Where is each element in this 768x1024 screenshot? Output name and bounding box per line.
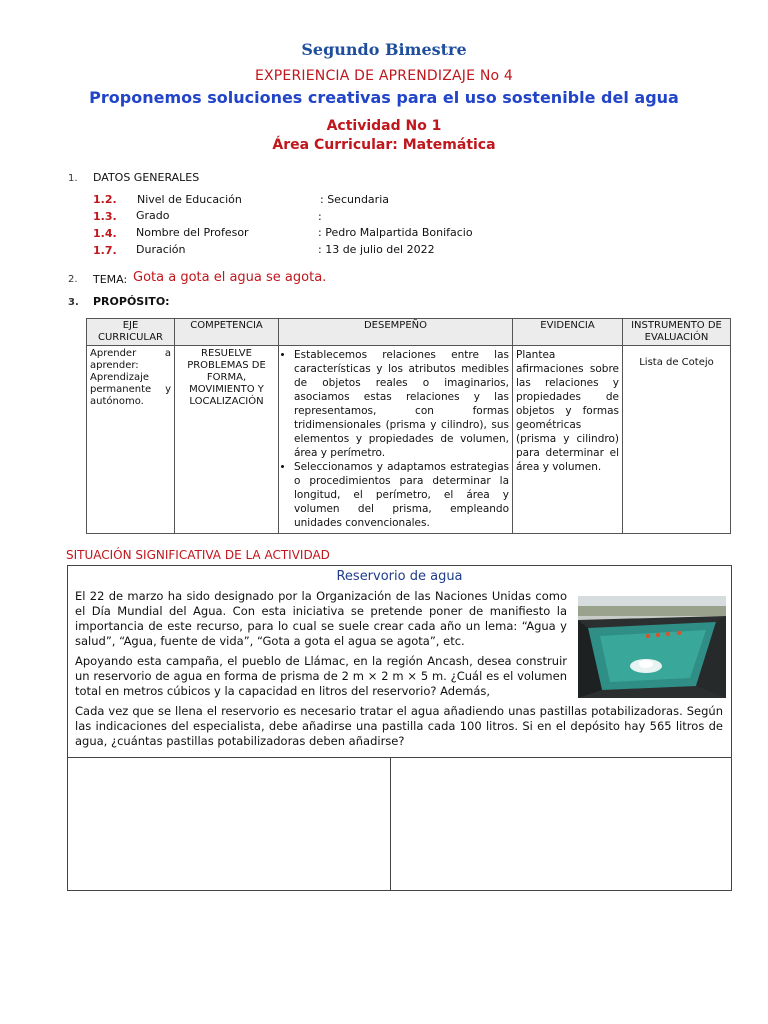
desempeno-item: • Establecemos relaciones entre las características y los atributos medibles de objetos reales o imaginarios, asociamos estas relaciones y las representamos, con formas tridimensionales (prisma y cilindro), sus elementos y propiedades de volumen, área y perímetro.: [294, 348, 509, 460]
section-number: 3.: [68, 297, 79, 308]
header-eje: EJE CURRICULAR: [87, 319, 175, 346]
datos-row-value: : Secundaria: [320, 193, 389, 206]
section-number: 2.: [68, 274, 78, 285]
datos-row-value: : Pedro Malpartida Bonifacio: [318, 226, 473, 239]
desempeno-item: • Seleccionamos y adaptamos estrategias o procedimientos para determinar la longitud, el perímetro, el área y volumen del prisma, empleando unidades convencionales.: [294, 460, 509, 530]
datos-row-num: 1.4.: [93, 227, 117, 240]
reservoir-photo: [578, 596, 726, 698]
datos-row-num: 1.7.: [93, 244, 117, 257]
table-row: [87, 346, 731, 534]
area-curricular-title: Área Curricular: Matemática: [272, 137, 496, 153]
cell-competencia: RESUELVE PROBLEMAS DE FORMA, MOVIMIENTO Y LOCALIZACIÓN: [175, 346, 279, 534]
table-header-row: [87, 319, 731, 346]
header-desempeno: DESEMPEÑO: [279, 319, 513, 346]
tema-value: Gota a gota el agua se agota.: [133, 270, 327, 285]
proposito-heading: PROPÓSITO:: [93, 295, 170, 308]
header-competencia: COMPETENCIA: [175, 319, 279, 346]
datos-row-value: :: [318, 210, 322, 223]
situacion-paragraph: Cada vez que se llena el reservorio es necesario tratar el agua añadiendo unas pastillas potabilizadoras. Según las indicaciones del especialista, debe añadirse una pastilla cada 100 litros. Si en el depósito hay 565 litros de agua, ¿cuántas pastillas potabilizadoras deben añadirse?: [75, 704, 723, 748]
answer-area-divider: [390, 757, 391, 890]
tema-label: TEMA:: [93, 273, 128, 286]
datos-row-num: 1.2.: [93, 193, 117, 206]
cell-evidencia: Plantea afirmaciones sobre las relaciones y propiedades de objetos y formas geométricas (prisma y cilindro) para determinar el área y volumen.: [513, 346, 623, 534]
datos-row-value: : 13 de julio del 2022: [318, 243, 435, 256]
cell-eje: Aprender a aprender: Aprendizaje permanente y autónomo.: [87, 346, 175, 534]
answer-area-divider: [68, 757, 731, 758]
experiencia-title: EXPERIENCIA DE APRENDIZAJE No 4: [254, 68, 514, 84]
section-number: 1.: [68, 173, 78, 184]
situacion-paragraph: El 22 de marzo ha sido designado por la Organización de las Naciones Unidas como el Día Mundial del Agua. Con esta iniciativa se pretende poner de manifiesto la importancia de este recurso, para lo cual se suele crear cada año un lema: “Agua y salud”, “Agua, fuente de vida”, “Gota a gota el agua se agota”, etc.: [75, 589, 567, 648]
datos-generales-heading: DATOS GENERALES: [93, 171, 200, 184]
situacion-box: [67, 565, 732, 891]
experiencia-subtitle: Proponemos soluciones creativas para el uso sostenible del agua: [89, 88, 679, 107]
datos-row-label: Duración: [136, 243, 186, 256]
header-instrumento: INSTRUMENTO DE EVALUACIÓN: [623, 319, 731, 346]
actividad-title: Actividad No 1: [326, 118, 442, 134]
situacion-title: SITUACIÓN SIGNIFICATIVA DE LA ACTIVIDAD: [66, 548, 330, 562]
bimestre-title: Segundo Bimestre: [301, 40, 467, 59]
datos-row-label: Grado: [136, 209, 170, 222]
reservorio-title: Reservorio de agua: [336, 569, 463, 584]
datos-row-label: Nivel de Educación: [137, 193, 242, 206]
datos-row-num: 1.3.: [93, 210, 117, 223]
datos-row-label: Nombre del Profesor: [136, 226, 249, 239]
proposito-table: [86, 318, 731, 534]
cell-instrumento: Lista de Cotejo: [623, 346, 731, 534]
header-evidencia: EVIDENCIA: [513, 319, 623, 346]
situacion-paragraph: Apoyando esta campaña, el pueblo de Llámac, en la región Ancash, desea construir un reservorio de agua en forma de prisma de 2 m × 2 m × 5 m. ¿Cuál es el volumen total en metros cúbicos y la capacidad en litros del reservorio? Además,: [75, 654, 567, 698]
cell-desempeno: [279, 346, 513, 534]
